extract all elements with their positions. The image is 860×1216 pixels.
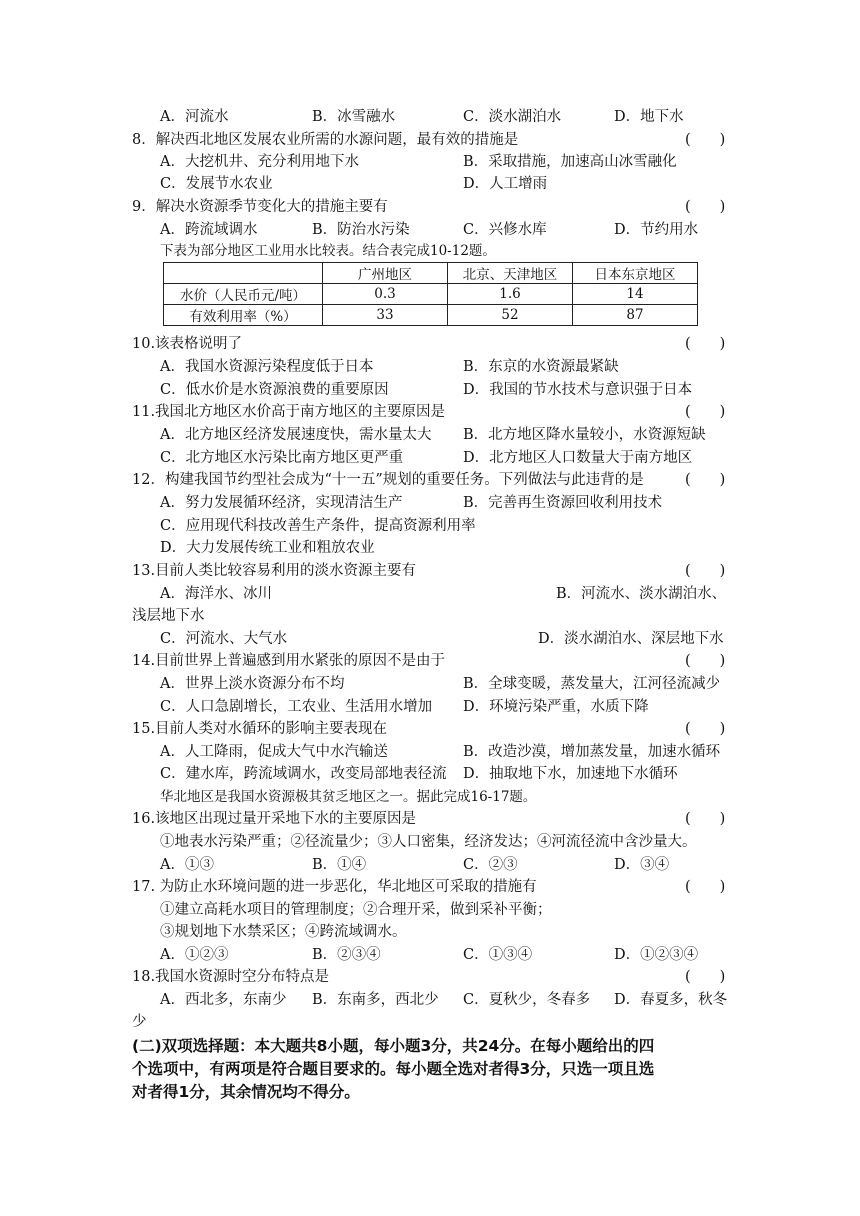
section2-instructions-line3: 对者得1分，其余情况均不得分。 xyxy=(132,1083,360,1101)
q13-option-b-continued: 浅层地下水 xyxy=(132,608,205,624)
q16-answer-blank: ( ) xyxy=(685,811,726,827)
q18-option-d: D．春夏多，秋冬 xyxy=(614,992,728,1008)
q16-option-b: B．①④ xyxy=(312,857,367,873)
q7-option-a: A．河流水 xyxy=(160,109,229,125)
q17-detail-2: ③规划地下水禁采区；④跨流域调水。 xyxy=(160,924,407,940)
q10-option-d: D．我国的节水技术与意识强于日本 xyxy=(463,382,693,398)
section2-instructions-line1: (二)双项选择题：本大题共8小题，每小题3分，共24分。在每小题给出的四 xyxy=(132,1037,655,1055)
q17-option-d: D．①②③④ xyxy=(614,947,699,963)
q8-stem: 8．解决西北地区发展农业所需的水源问题，最有效的措施是 xyxy=(132,132,519,148)
q13-option-b: B．河流水、淡水湖泊水、 xyxy=(556,586,727,602)
q8-option-a: A．大挖机井、充分利用地下水 xyxy=(160,154,359,170)
q14-option-a: A．世界上淡水资源分布不均 xyxy=(160,676,345,692)
q15-option-d: D．抽取地下水，加速地下水循环 xyxy=(463,766,678,782)
q8-answer-blank: ( ) xyxy=(685,132,726,148)
table-cell: 有效利用率（%） xyxy=(164,305,323,326)
table-cell: 33 xyxy=(323,305,448,326)
q18-stem: 18.我国水资源时空分布特点是 xyxy=(132,969,330,985)
q12-option-d: D．大力发展传统工业和粗放农业 xyxy=(160,540,375,556)
q16-stem: 16.该地区出现过量开采地下水的主要原因是 xyxy=(132,811,417,827)
q16-option-c: C．②③ xyxy=(463,857,518,873)
q18-answer-blank: ( ) xyxy=(685,969,726,985)
q15-answer-blank: ( ) xyxy=(685,721,726,737)
q14-option-c: C．人口急剧增长，工农业、生活用水增加 xyxy=(160,699,433,715)
q7-option-b: B．冰雪融水 xyxy=(312,109,396,125)
q7-option-c: C．淡水湖泊水 xyxy=(463,109,562,125)
q11-option-a: A．北方地区经济发展速度快，需水量太大 xyxy=(160,427,432,443)
q9-option-d: D．节约用水 xyxy=(614,222,699,238)
q9-option-a: A．跨流域调水 xyxy=(160,222,258,238)
table-row xyxy=(164,284,698,305)
q18-option-a: A．西北多，东南少 xyxy=(160,992,287,1008)
q9-option-c: C．兴修水库 xyxy=(463,222,547,238)
q14-option-d: D．环境污染严重，水质下降 xyxy=(463,699,649,715)
q16-option-d: D．③④ xyxy=(614,857,670,873)
q12-option-b: B．完善再生资源回收利用技术 xyxy=(463,495,663,511)
q13-stem: 13.目前人类比较容易利用的淡水资源主要有 xyxy=(132,563,417,579)
q15-option-a: A．人工降雨，促成大气中水汽输送 xyxy=(160,744,388,760)
q13-option-a: A．海洋水、冰川 xyxy=(160,586,272,602)
q13-answer-blank: ( ) xyxy=(685,563,726,579)
q12-stem: 12．构建我国节约型社会成为“十一五”规划的重要任务。下列做法与此违背的是 xyxy=(132,472,644,488)
q17-stem: 17. 为防止水环境问题的进一步恶化，华北地区可采取的措施有 xyxy=(132,879,537,895)
q8-option-c: C．发展节水农业 xyxy=(160,176,273,192)
q17-option-c: C．①③④ xyxy=(463,947,533,963)
q12-option-a: A．努力发展循环经济，实现清洁生产 xyxy=(160,495,403,511)
table-cell: 87 xyxy=(573,305,698,326)
q10-answer-blank: ( ) xyxy=(685,336,726,352)
table-header-cell: 广州地区 xyxy=(323,263,448,284)
q9-stem: 9．解决水资源季节变化大的措施主要有 xyxy=(132,199,388,215)
q11-option-c: C．北方地区水污染比南方地区更严重 xyxy=(160,450,404,466)
q17-option-a: A．①②③ xyxy=(160,947,229,963)
q17-option-b: B．②③④ xyxy=(312,947,381,963)
table-header-cell: 日本东京地区 xyxy=(573,263,698,284)
q9-answer-blank: ( ) xyxy=(685,199,726,215)
table-intro: 下表为部分地区工业用水比较表。结合表完成10-12题。 xyxy=(160,243,496,259)
q8-option-b: B．采取措施，加速高山冰雪融化 xyxy=(463,154,677,170)
q12-option-c: C．应用现代科技改善生产条件，提高资源利用率 xyxy=(160,518,476,534)
section2-instructions-line2: 个选项中，有两项是符合题目要求的。每小题全选对者得3分，只选一项且选 xyxy=(132,1060,655,1078)
q15-option-b: B．改造沙漠，增加蒸发量，加速水循环 xyxy=(463,744,721,760)
table-cell: 水价（人民币元/吨） xyxy=(164,284,323,305)
table-row xyxy=(164,305,698,326)
q16-option-a: A．①③ xyxy=(160,857,214,873)
table-header-row xyxy=(164,263,698,284)
q11-stem: 11.我国北方地区水价高于南方地区的主要原因是 xyxy=(132,404,446,420)
q11-answer-blank: ( ) xyxy=(685,404,726,420)
q15-option-c: C．建水库，跨流域调水，改变局部地表径流 xyxy=(160,766,447,782)
q12-answer-blank: ( ) xyxy=(685,472,726,488)
q18-option-d-continued: 少 xyxy=(132,1014,147,1030)
q16-detail: ①地表水污染严重；②径流量少；③人口密集，经济发达；④河流径流中含沙量大。 xyxy=(160,834,697,850)
q7-option-d: D．地下水 xyxy=(614,109,684,125)
table-cell: 1.6 xyxy=(448,284,573,305)
q17-detail-1: ①建立高耗水项目的管理制度；②合理开采，做到采补平衡； xyxy=(160,902,552,918)
q14-answer-blank: ( ) xyxy=(685,653,726,669)
q18-option-b: B．东南多，西北少 xyxy=(312,992,439,1008)
table-cell: 0.3 xyxy=(323,284,448,305)
q10-option-a: A．我国水资源污染程度低于日本 xyxy=(160,359,374,375)
q11-option-b: B．北方地区降水量较小，水资源短缺 xyxy=(463,427,706,443)
q10-option-c: C．低水价是水资源浪费的重要原因 xyxy=(160,382,389,398)
table-header-cell xyxy=(164,263,323,284)
q14-option-b: B．全球变暖，蒸发量大，江河径流减少 xyxy=(463,676,721,692)
q13-option-c: C．河流水、大气水 xyxy=(160,631,288,647)
table-header-cell: 北京、天津地区 xyxy=(448,263,573,284)
q8-option-d: D．人工增雨 xyxy=(463,176,548,192)
q14-stem: 14.目前世界上普遍感到用水紧张的原因不是由于 xyxy=(132,653,446,669)
q16-17-intro: 华北地区是我国水资源极其贫乏地区之一。据此完成16-17题。 xyxy=(160,789,537,805)
table-cell: 14 xyxy=(573,284,698,305)
q13-option-d: D．淡水湖泊水、深层地下水 xyxy=(538,631,724,647)
q10-stem: 10.该表格说明了 xyxy=(132,336,243,352)
water-comparison-table xyxy=(163,262,698,326)
q18-option-c: C．夏秋少，冬春多 xyxy=(463,992,591,1008)
q15-stem: 15.目前人类对水循环的影响主要表现在 xyxy=(132,721,388,737)
q17-answer-blank: ( ) xyxy=(685,879,726,895)
q9-option-b: B．防治水污染 xyxy=(312,222,410,238)
table-cell: 52 xyxy=(448,305,573,326)
q10-option-b: B．东京的水资源最紧缺 xyxy=(463,359,619,375)
q11-option-d: D．北方地区人口数量大于南方地区 xyxy=(463,450,693,466)
